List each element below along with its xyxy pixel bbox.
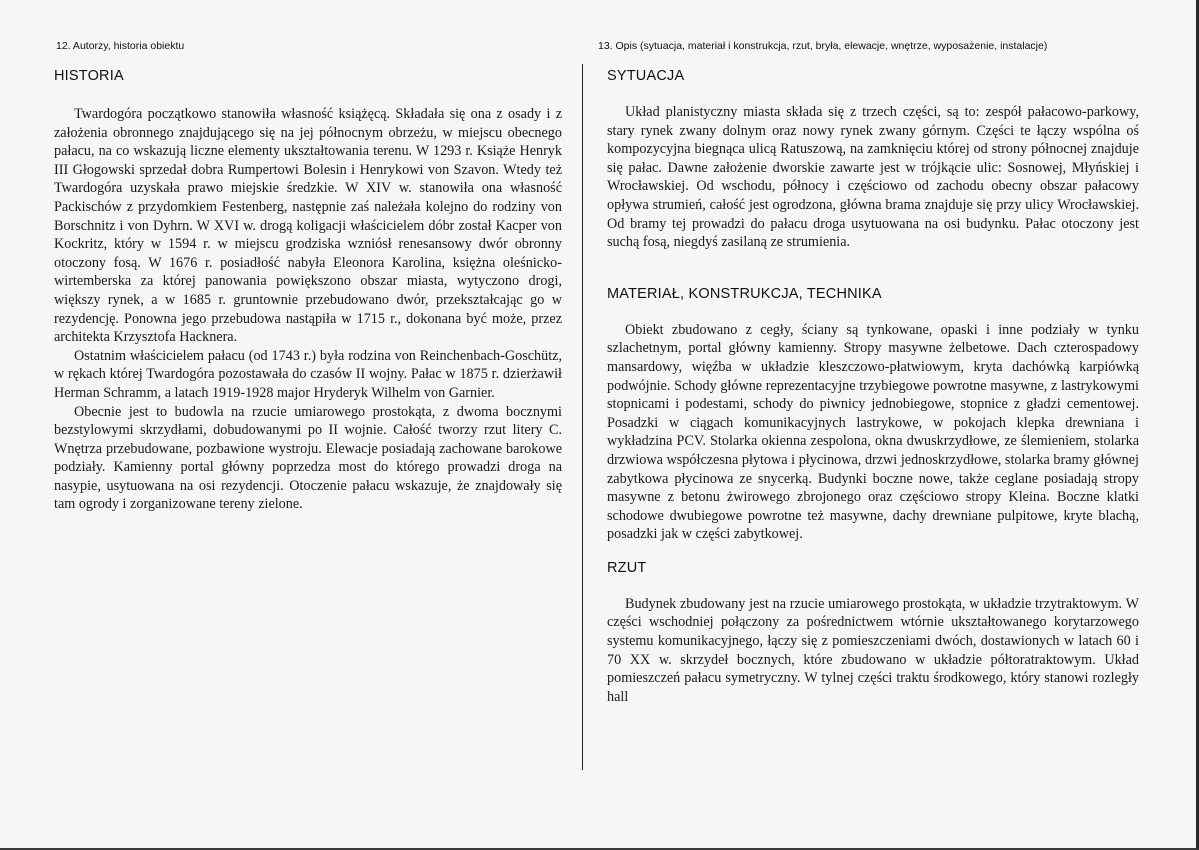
historia-heading: HISTORIA <box>54 68 124 84</box>
historia-paragraph-3: Obecnie jest to budowla na rzucie umiarowego prostokąta, z dwoma bocznymi bezstylowymi skrzydłami, dobudowanymi po II wojnie. Całość tworzy rzut litery C. Wnętrza przebudowane, pozbawione wystroju. Elewacje posiadają zachowane barokowe podziały. Kamienny portal główny poprzedza most do którego prowadzi droga na nasypie, usytuowana na osi rezydencji. Otoczenie pałacu wskazuje, że znajdowały się tam ogrody i zorganizowane tereny zielone. <box>54 403 562 513</box>
material-heading: MATERIAŁ, KONSTRUKCJA, TECHNIKA <box>607 285 882 302</box>
left-column <box>54 68 562 514</box>
right-section-header: 13. Opis (sytuacja, materiał i konstrukcja, rzut, bryła, elewacje, wnętrze, wyposażenie, instalacje) <box>598 40 1048 52</box>
right-column <box>607 68 1139 706</box>
rzut-paragraph: Budynek zbudowany jest na rzucie umiarowego prostokąta, w układzie trzytraktowym. W części wschodniej połączony za pośrednictwem wtórnie ukształtowanego korytarzowego systemu komunikacyjnego, łączy się z pomieszczeniami dwóch, dostawionych w latach 60 i 70 XX w. skrzydeł bocznych, które zbudowano w układzie półtoratraktowym. Układ pomieszczeń pałacu symetryczny. W tylnej części traktu środkowego, który stanowi rozległy hall <box>607 595 1139 705</box>
historia-paragraph-2: Ostatnim właścicielem pałacu (od 1743 r.) była rodzina von Reinchenbach-Goschütz, w rękach której Twardogóra pozostawała do czasów II wojny. Pałac w 1875 r. dzierżawił Herman Schramm, a latach 1919-1928 major Hryderyk Wilhelm von Garnier. <box>54 347 562 401</box>
sytuacja-heading: SYTUACJA <box>607 68 685 84</box>
left-section-header: 12. Autorzy, historia obiektu <box>56 40 185 52</box>
sytuacja-paragraph: Układ planistyczny miasta składa się z trzech części, są to: zespół pałacowo-parkowy, stary rynek zwany dolnym oraz nowy rynek zwany górnym. Części te łączy wspólna oś kompozycyjna biegnąca ulicą Ratuszową, na zamknięciu której od strony północnej znajduje się pałac. Dawne założenie dworskie zawarte jest w trójkącie ulic: Sosnowej, Młyńskiej i Wrocławskiej. Od wschodu, północy i częściowo od zachodu obecny obszar pałacowy opływa strumień, całość jest ogrodzona, główna brama znajduje się przy ulicy Wrocławskiej. Od bramy tej prowadzi do pałacu droga usytuowana na osi budynku. Pałac otoczony jest suchą fosą, niegdyś zasilaną ze strumienia. <box>607 104 1139 251</box>
rzut-heading: RZUT <box>607 559 647 576</box>
column-divider <box>582 64 583 770</box>
historia-paragraph-1: Twardogóra początkowo stanowiła własność książęcą. Składała się ona z osady i z założenia obronnego znajdującego się na jej północnym obrzeżu, w miejscu obecnego pałacu, na co wskazują liczne elementy ukształtowania terenu. W 1293 r. Książe Henryk III Głogowski sprzedał dobra Rumpertowi Bolesin i Henrykowi von Szavon. Wtedy też Twardogóra uzyskała prawo miejskie średzkie. W XIV w. stanowiła ona własność Packischów z przydomkiem Festenberg, następnie zaś należała kolejno do rodziny von Borschnitz i von Dyhrn. W XVI w. drogą koligacji właścicielem dóbr został Kacper von Kockritz, który w 1594 r. w miejscu grodziska wzniósł renesansowy dwór obronny otoczony fosą. W 1676 r. posiadłość nabyła Eleonora Karolina, księżna oleśnicko-wirtemberska za której panowania powiększono obszar miasta, wytyczono drogi, większy rynek, a w 1685 r. gruntownie przebudowano dwór, przekształcając go w rezydencję. Ponowna jego przebudowa nastąpiła w 1715 r., dokonana być może, przez architekta Krzysztofa Hacknera. <box>54 106 562 346</box>
material-paragraph: Obiekt zbudowano z cegły, ściany są tynkowane, opaski i inne podziały w tynku szlachetnym, portal główny kamienny. Stropy masywne żelbetowe. Dach czterospadowy mansardowy, więźba w układzie kleszczowo-płatwiowym, kryta dachówką karpiówką podwójnie. Schody główne reprezentacyjne trzybiegowe powrotne masywne, z lastrykowymi stopnicami i podestami, schody do piwnicy jednobiegowe, stopnice z gładzi cementowej. Posadzki w ciągach komunikacyjnych lastrykowe, w pokojach klepka drewniana i wykładzina PCV. Stolarka okienna zespolona, okna dwuskrzydłowe, ze ślemieniem, stolarka drzwiowa współczesna płytowa i płycinowa, drzwi jednoskrzydłowe, stolarka bramy głównej zabytkowa płycinowa ze snycerką. Budynki boczne nowe, także ceglane posiadają stropy masywne z betonu żwirowego zbrojonego oraz częściowo stropy Kleina. Boczne klatki schodowe dwubiegowe powrotne też masywne, dachy drewniane pulpitowe, kryte blachą, posadzki jak w części zabytkowej. <box>607 321 1139 543</box>
